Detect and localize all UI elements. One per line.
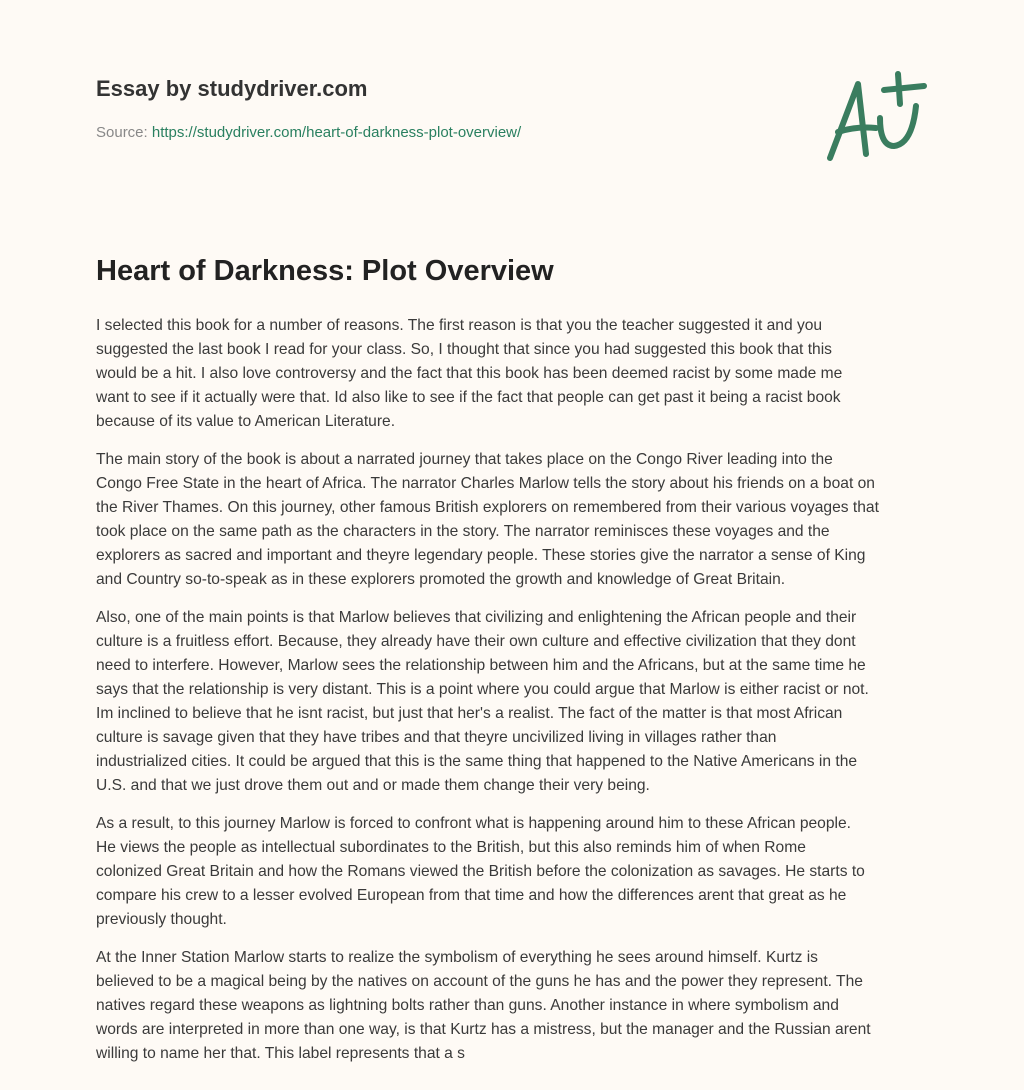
paragraph-line: suggested the last book I read for your class. So, I thought that since you had suggested this book that this [96, 341, 832, 358]
paragraph-line: would be a hit. I also love controversy and the fact that this book has been deemed racist by some made me [96, 365, 843, 382]
paragraph-line: the River Thames. On this journey, other famous British explorers on remembered from their various voyages that [96, 499, 879, 516]
paragraph-line: compare his crew to a lesser evolved European from that time and how the differences arent that great as he [96, 887, 847, 904]
source-line [96, 124, 521, 141]
paragraph-line: As a result, to this journey Marlow is forced to confront what is happening around him to these African people. [96, 815, 851, 832]
essay-paragraph [96, 314, 946, 434]
paragraph-line: I selected this book for a number of reasons. The first reason is that you the teacher suggested it and you [96, 317, 823, 334]
a-plus-logo-icon [820, 66, 930, 166]
paragraph-line: words are interpreted in more than one way, is that Kurtz has a mistress, but the manager and the Russian arent [96, 1021, 871, 1038]
paragraph-line: and Country so-to-speak as in these explorers promoted the growth and knowledge of Great Britain. [96, 571, 786, 588]
source-label: Source: [96, 124, 148, 141]
paragraph-line: The main story of the book is about a narrated journey that takes place on the Congo River leading into the [96, 451, 833, 468]
paragraph-line: U.S. and that we just drove them out and or made them change their very being. [96, 777, 650, 794]
paragraph-line: industrialized cities. It could be argued that this is the same thing that happened to the Native Americans in the [96, 753, 858, 770]
paragraph-line: because of its value to American Literature. [96, 413, 396, 430]
essay-paragraph [96, 448, 946, 592]
paragraph-line: colonized Great Britain and how the Romans viewed the British before the colonization as savages. He starts to [96, 863, 865, 880]
paragraph-line: At the Inner Station Marlow starts to realize the symbolism of everything he sees around himself. Kurtz is [96, 949, 818, 966]
paragraph-line: says that the relationship is very distant. This is a point where you could argue that Marlow is either racist or not. [96, 681, 869, 698]
essay-paragraph [96, 946, 946, 1066]
paragraph-line: Im inclined to believe that he isnt racist, but just that her's a realist. The fact of the matter is that most African [96, 705, 843, 722]
paragraph-line: need to interfere. However, Marlow sees the relationship between him and the Africans, but at the same time he [96, 657, 866, 674]
paragraph-line: believed to be a magical being by the natives on account of the guns he has and the power they represent. The [96, 973, 863, 990]
paragraph-line: previously thought. [96, 911, 227, 928]
paragraph-line: want to see if it actually were that. Id also like to see if the fact that people can get past it being a racist book [96, 389, 841, 406]
source-link[interactable]: https://studydriver.com/heart-of-darkness-plot-overview/ [151, 124, 522, 141]
paragraph-line: natives regard these weapons as lightning bolts rather than guns. Another instance in where symbolism and [96, 997, 839, 1014]
essay-paragraph [96, 606, 946, 798]
paragraph-line: Also, one of the main points is that Marlow believes that civilizing and enlightening the African people and their [96, 609, 857, 626]
essay-paragraph [96, 812, 946, 932]
paragraph-line: culture is savage given that they have tribes and that theyre uncivilized living in villages rather than [96, 729, 777, 746]
site-title: Essay by studydriver.com [96, 76, 368, 101]
essay-body [96, 314, 946, 1080]
paragraph-line: willing to name her that. This label represents that a s [96, 1045, 465, 1062]
paragraph-line: took place on the same path as the characters in the story. The narrator reminisces these voyages and the [96, 523, 830, 540]
paragraph-line: Congo Free State in the heart of Africa. The narrator Charles Marlow tells the story about his friends on a boat on [96, 475, 875, 492]
paragraph-line: culture is a fruitless effort. Because, they already have their own culture and effective civilization that they dont [96, 633, 856, 650]
essay-title: Heart of Darkness: Plot Overview [96, 255, 554, 287]
paragraph-line: explorers as sacred and important and theyre legendary people. These stories give the narrator a sense of King [96, 547, 866, 564]
paragraph-line: He views the people as intellectual subordinates to the British, but this also reminds him of when Rome [96, 839, 806, 856]
